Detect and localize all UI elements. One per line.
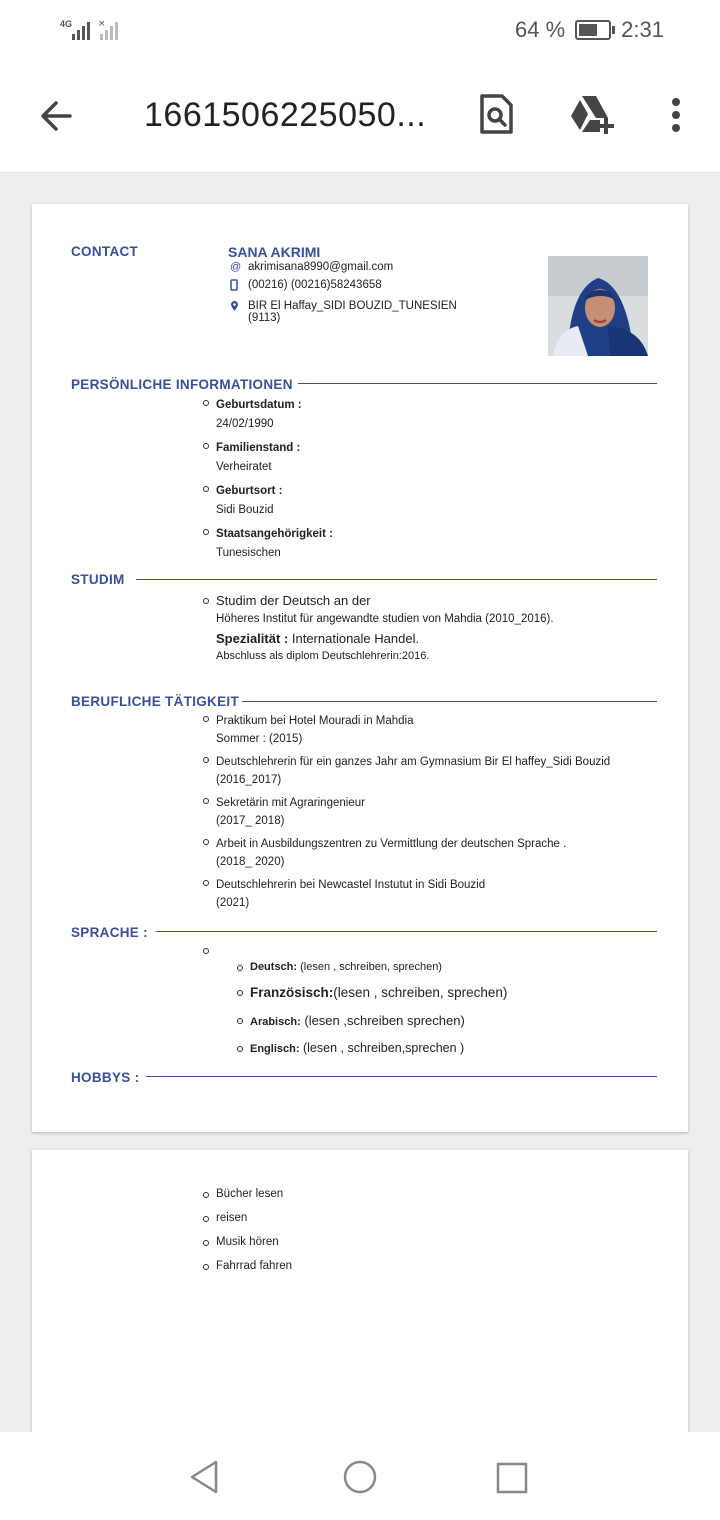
- personal-info-heading: PERSÖNLICHE INFORMATIONEN: [71, 377, 293, 392]
- list-item: Sekretärin mit Agraringenieur (2017_ 2018): [216, 794, 610, 830]
- list-item: Bücher lesen: [216, 1182, 292, 1206]
- list-item: Fahrrad fahren: [216, 1254, 292, 1278]
- phone-icon: [230, 279, 248, 294]
- back-arrow-icon[interactable]: [36, 96, 76, 136]
- contact-address: BIR El Haffay_SIDI BOUZID_TUNESIEN (9113): [230, 300, 457, 324]
- document-search-icon[interactable]: [478, 92, 514, 136]
- language-item: Arabisch: (lesen ,schreiben sprechen): [250, 1011, 507, 1032]
- sprache-sublist: [250, 959, 507, 1059]
- divider: [136, 579, 657, 580]
- more-vert-icon[interactable]: [664, 92, 688, 136]
- clock: 2:31: [621, 17, 664, 42]
- list-item: Arbeit in Ausbildungszentren zu Vermittlung der deutschen Sprache . (2018_ 2020): [216, 835, 610, 871]
- language-item: Französisch:(lesen , schreiben, sprechen): [250, 983, 507, 1004]
- list-item: Familienstand : Verheiratet: [216, 439, 333, 477]
- list-item: Geburtsort : Sidi Bouzid: [216, 482, 333, 520]
- hobbys-heading: HOBBYS :: [71, 1070, 140, 1085]
- hobbys-list: [216, 1182, 292, 1278]
- battery-icon: [575, 20, 611, 40]
- sprache-heading: SPRACHE :: [71, 925, 148, 940]
- contact-email: @ akrimisana8990@gmail.com: [230, 261, 394, 273]
- list-item: Deutschlehrerin bei Newcastel Instutut in Sidi Bouzid (2021): [216, 876, 610, 912]
- svg-text:4G: 4G: [60, 19, 73, 29]
- app-bar: [0, 62, 720, 173]
- studim-heading: STUDIM: [71, 572, 125, 587]
- beruf-list: [216, 712, 610, 912]
- at-icon: @: [230, 261, 242, 273]
- nav-home-icon[interactable]: [341, 1458, 379, 1496]
- language-item: Englisch: (lesen , schreiben,sprechen ): [250, 1039, 507, 1059]
- nav-recents-icon[interactable]: [494, 1460, 530, 1496]
- list-item: Geburtsdatum : 24/02/1990: [216, 396, 333, 434]
- personal-info-list: [216, 396, 333, 563]
- system-nav-bar: [0, 1432, 720, 1520]
- contact-heading: CONTACT: [71, 244, 139, 259]
- list-item: Praktikum bei Hotel Mouradi in Mahdia Sommer : (2015): [216, 712, 610, 748]
- contact-phone: (00216) (00216)58243658: [230, 279, 382, 294]
- list-item: Deutschlehrerin für ein ganzes Jahr am Gymnasium Bir El haffey_Sidi Bouzid (2016_2017): [216, 753, 610, 789]
- document-page-1: [32, 204, 688, 1132]
- beruf-heading: BERUFLICHE TÄTIGKEIT: [71, 694, 239, 709]
- add-to-drive-icon[interactable]: [568, 92, 618, 136]
- battery-percent: 64 %: [515, 17, 566, 42]
- profile-photo: [548, 256, 648, 356]
- list-item: Studim der Deutsch an der Höheres Institut für angewandte studien von Mahdia (2010_2016). Spezialität : Internationale Handel. Abschluss als diplom Deutschlehrerin:2016.: [216, 592, 554, 664]
- document-page-2: [32, 1150, 688, 1450]
- signal-icon: [60, 18, 126, 42]
- status-bar: [0, 0, 720, 62]
- svg-text:×: ×: [98, 19, 106, 29]
- language-item: Deutsch: (lesen , schreiben, sprechen): [250, 959, 507, 976]
- nav-back-icon[interactable]: [186, 1458, 224, 1496]
- divider: [298, 383, 657, 384]
- document-title: 1661506225050...: [144, 96, 427, 134]
- divider: [156, 931, 657, 932]
- divider: [242, 701, 657, 702]
- cv-name: SANA AKRIMI: [228, 244, 321, 260]
- location-pin-icon: [230, 300, 248, 324]
- list-item: Staatsangehörigkeit : Tunesischen: [216, 525, 333, 563]
- studim-list: [216, 592, 554, 664]
- divider: [146, 1076, 657, 1077]
- list-item: Musik hören: [216, 1230, 292, 1254]
- list-item: reisen: [216, 1206, 292, 1230]
